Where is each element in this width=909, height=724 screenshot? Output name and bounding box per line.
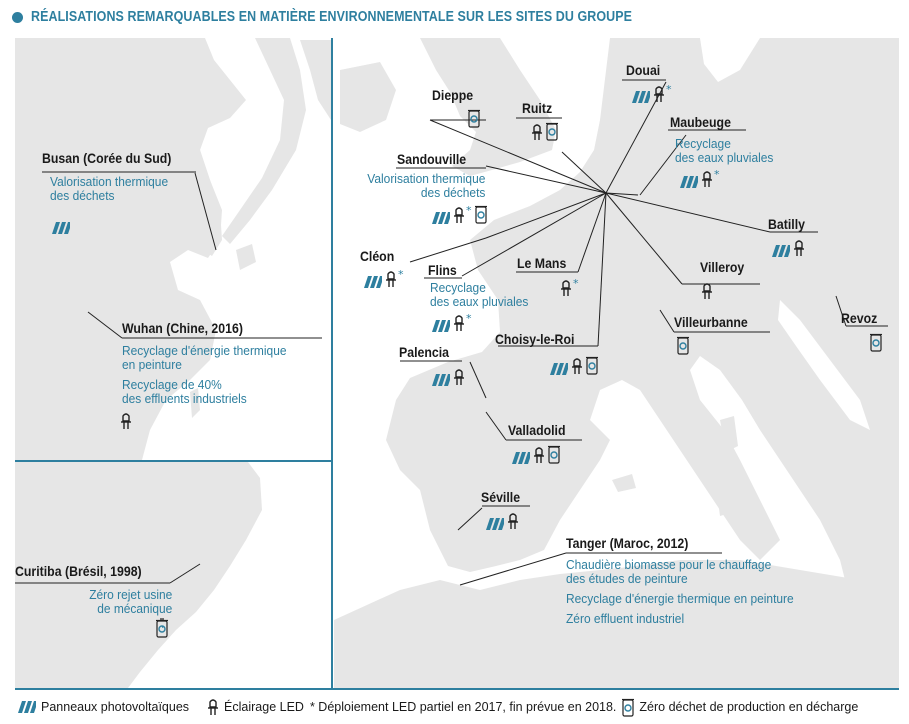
desc-line: des effluents industriels [122, 391, 247, 406]
desc-line: Zéro effluent industriel [566, 611, 685, 626]
site-label-busan: Busan (Corée du Sud) [42, 150, 172, 166]
page-title-text: RÉALISATIONS REMARQUABLES EN MATIÈRE ENVIRONNEMENTALE SUR LES SITES DU GROUPE [31, 9, 633, 25]
site-desc-wuhan [122, 344, 287, 406]
site-icons-lemans [560, 277, 579, 297]
site-icons-ruitz [531, 121, 558, 141]
legend-item-zero [622, 697, 858, 717]
led-bulb-icon [507, 512, 519, 530]
led-bulb-icon [793, 239, 805, 257]
site-label-batilly: Batilly [768, 216, 805, 232]
site-icons-douai [630, 83, 672, 103]
site-label-dieppe: Dieppe [432, 87, 474, 103]
site-desc-maubeuge [675, 137, 773, 165]
recycling-bin-icon [677, 335, 689, 355]
solar-panel-icon [430, 212, 450, 224]
site-label-palencia: Palencia [399, 344, 450, 360]
site-label-villeurbanne: Villeurbanne [674, 314, 748, 330]
site-label-sandouville: Sandouville [397, 151, 467, 167]
site-label-wuhan: Wuhan (Chine, 2016) [122, 320, 243, 336]
led-bulb-icon [531, 123, 543, 141]
recycling-bin-icon [586, 355, 598, 375]
site-desc-flins [430, 281, 528, 309]
desc-line: des déchets [50, 188, 115, 203]
recycling-bin-icon [548, 444, 560, 464]
site-icons-curitiba [156, 618, 168, 638]
desc-line: Valorisation thermique [50, 174, 169, 189]
site-label-flins: Flins [428, 262, 457, 278]
led-bulb-icon [571, 357, 583, 375]
site-label-seville: Séville [481, 489, 521, 505]
legend-item-led-partial [310, 700, 616, 714]
site-icons-dieppe [468, 108, 480, 128]
site-icons-flins [430, 312, 472, 332]
recycling-bin-icon [870, 332, 882, 352]
site-icons-palencia [430, 366, 465, 386]
site-label-valladolid: Valladolid [508, 422, 566, 438]
legend-label-pv: Panneaux photovoltaïques [41, 700, 190, 714]
site-icons-maubeuge [678, 168, 720, 188]
desc-line: des études de peinture [566, 571, 688, 586]
desc-line: Recyclage de 40% [122, 377, 222, 392]
site-icons-villeurbanne [677, 335, 689, 355]
site-icons-valladolid [510, 444, 560, 464]
legend-label-led: Éclairage LED [224, 700, 304, 714]
led-partial-star: * [573, 277, 579, 290]
recycling-bin-icon [468, 108, 480, 128]
site-icons-wuhan [120, 410, 132, 430]
solar-panel-icon [678, 176, 698, 188]
led-bulb-icon [385, 270, 397, 288]
recycling-bin-icon [156, 618, 168, 638]
site-icons-batilly [770, 237, 805, 257]
legend-item-pv [16, 700, 189, 714]
solar-panel-icon [430, 320, 450, 332]
site-icons-sandouville [430, 204, 487, 224]
site-icons-cleon [362, 268, 404, 288]
site-icons-choisy [548, 355, 598, 375]
desc-line: Recyclage d'énergie thermique en peinture [566, 591, 794, 606]
desc-line: Recyclage d'énergie thermique [122, 343, 287, 358]
led-partial-star: * [714, 168, 720, 181]
solar-panel-icon [484, 518, 504, 530]
recycling-bin-icon [622, 697, 634, 717]
solar-panel-icon [630, 91, 650, 103]
led-partial-star: * [466, 204, 472, 217]
desc-line: des eaux pluviales [675, 150, 774, 165]
site-label-choisy: Choisy-le-Roi [495, 331, 575, 347]
led-bulb-icon [653, 85, 665, 103]
site-label-tanger: Tanger (Maroc, 2012) [566, 535, 689, 551]
led-bulb-icon [453, 206, 465, 224]
led-partial-star: * [466, 312, 472, 325]
desc-line: des eaux pluviales [430, 294, 529, 309]
led-bulb-icon [560, 279, 572, 297]
legend-label-led-partial: * Déploiement LED partiel en 2017, fin prévue en 2018. [309, 700, 617, 714]
led-bulb-icon [533, 446, 545, 464]
site-label-ruitz: Ruitz [522, 100, 553, 116]
site-desc-curitiba [89, 588, 172, 616]
led-bulb-icon [453, 368, 465, 386]
desc-line: Valorisation thermique [366, 171, 485, 186]
led-bulb-icon [207, 698, 219, 716]
led-bulb-icon [120, 412, 132, 430]
led-bulb-icon [701, 170, 713, 188]
recycling-bin-icon [475, 204, 487, 224]
solar-panel-icon [430, 374, 450, 386]
solar-panel-icon [770, 245, 790, 257]
page-title [12, 6, 730, 28]
legend-label-zero: Zéro déchet de production en décharge [639, 700, 859, 714]
desc-line: Recyclage [430, 280, 486, 295]
led-bulb-icon [701, 282, 713, 300]
site-label-lemans: Le Mans [517, 255, 567, 271]
site-label-maubeuge: Maubeuge [670, 114, 731, 130]
site-label-cleon: Cléon [360, 248, 395, 264]
desc-line: de mécanique [96, 601, 172, 616]
bullet-dot-icon [12, 12, 23, 23]
site-icons-seville [484, 510, 519, 530]
site-desc-sandouville [367, 172, 485, 200]
solar-panel-icon [510, 452, 530, 464]
solar-panel-icon [362, 276, 382, 288]
site-icons-revoz [870, 332, 882, 352]
led-partial-star: * [666, 83, 672, 96]
recycling-bin-icon [546, 121, 558, 141]
led-partial-star: * [398, 268, 404, 281]
legend [16, 698, 858, 716]
site-label-douai: Douai [626, 62, 661, 78]
site-label-revoz: Revoz [841, 310, 878, 326]
desc-line: Zéro rejet usine [88, 587, 172, 602]
desc-line: Recyclage [675, 136, 731, 151]
site-icons-villeroy [701, 280, 713, 300]
desc-line: Chaudière biomasse pour le chauffage [566, 557, 772, 572]
site-desc-busan [50, 175, 168, 203]
site-label-villeroy: Villeroy [700, 259, 745, 275]
solar-panel-icon [50, 222, 70, 234]
led-bulb-icon [453, 314, 465, 332]
desc-line: des déchets [420, 185, 485, 200]
legend-item-led [207, 698, 304, 716]
site-desc-tanger [566, 558, 794, 626]
solar-panel-icon [16, 701, 36, 713]
site-icons-busan [50, 214, 70, 234]
desc-line: en peinture [122, 357, 182, 372]
solar-panel-icon [548, 363, 568, 375]
site-label-curitiba: Curitiba (Brésil, 1998) [15, 563, 142, 579]
